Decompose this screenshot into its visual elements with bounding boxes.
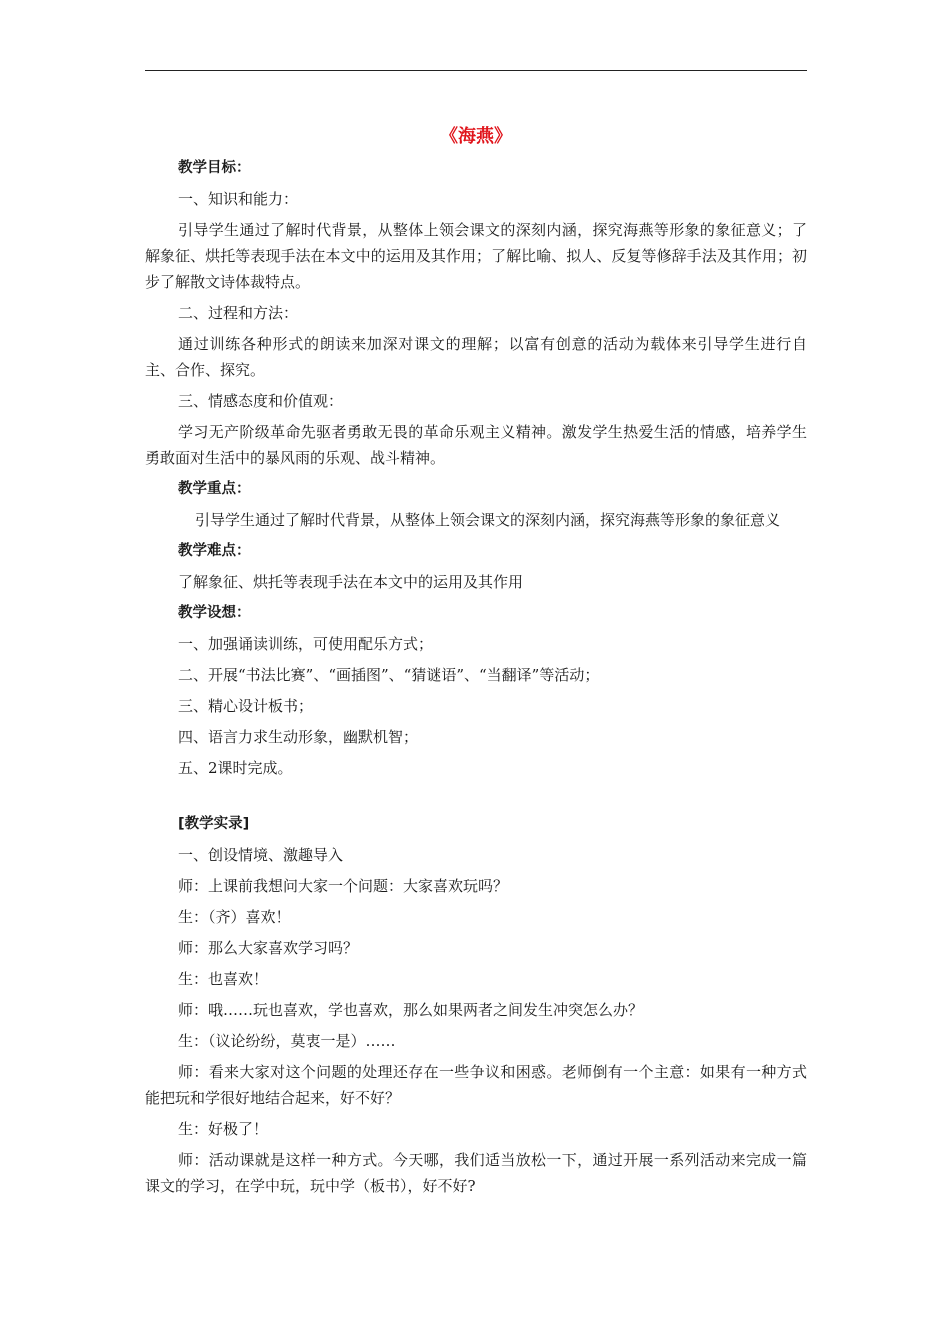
- paragraph: 一、创设情境、激趣导入: [178, 846, 344, 864]
- paragraph: 二、开展“书法比赛”、“画插图”、“猜谜语”、“当翻译”等活动；: [178, 666, 600, 684]
- paragraph: 师：上课前我想问大家一个问题：大家喜欢玩吗？: [178, 877, 509, 895]
- paragraph: 五、2课时完成。: [178, 759, 293, 777]
- section-heading: 教学重点：: [178, 481, 251, 497]
- paragraph: 师：哦……玩也喜欢，学也喜欢，那么如果两者之间发生冲突怎么办？: [178, 1001, 644, 1019]
- paragraph: 一、知识和能力：: [178, 190, 299, 208]
- paragraph: 师：活动课就是这样一种方式。今天哪，我们适当放松一下，通过开展一系列活动来完成一篇课文的学习，在学中玩，玩中学（板书），好不好?: [145, 1151, 807, 1195]
- paragraph: 生：也喜欢！: [178, 970, 269, 988]
- section-heading: 教学难点：: [178, 543, 251, 559]
- paragraph-gap: [145, 786, 807, 811]
- paragraph: 学习无产阶级革命先驱者勇敢无畏的革命乐观主义精神。激发学生热爱生活的情感，培养学生勇敢面对生活中的暴风雨的乐观、战斗精神。: [145, 423, 807, 467]
- paragraph: 引导学生通过了解时代背景，从整体上领会课文的深刻内涵，探究海燕等形象的象征意义；了解象征、烘托等表现手法在本文中的运用及其作用；了解比喻、拟人、反复等修辞手法及其作用；初步了解散文诗体裁特点。: [145, 221, 807, 291]
- paragraph: 生：（齐）喜欢！: [178, 908, 291, 926]
- paragraph: 三、情感态度和价值观：: [178, 392, 344, 410]
- paragraph: 通过训练各种形式的朗读来加深对课文的理解；以富有创意的活动为载体来引导学生进行自主、合作、探究。: [145, 335, 807, 379]
- paragraph: 了解象征、烘托等表现手法在本文中的运用及其作用: [178, 573, 524, 591]
- paragraph: 二、过程和方法：: [178, 304, 299, 322]
- section-heading: [教学实录]: [178, 816, 250, 832]
- paragraph: 生：（议论纷纷，莫衷一是）……: [178, 1032, 396, 1050]
- document-body: [145, 155, 807, 1204]
- paragraph: 师：那么大家喜欢学习吗？: [178, 939, 359, 957]
- document-title: 《海燕》: [440, 126, 512, 147]
- paragraph: 师：看来大家对这个问题的处理还存在一些争议和困惑。老师倒有一个主意：如果有一种方式能把玩和学很好地结合起来，好不好？: [145, 1063, 807, 1107]
- header-rule: [145, 70, 807, 71]
- paragraph: 一、加强诵读训练，可使用配乐方式；: [178, 635, 434, 653]
- paragraph: 四、语言力求生动形象，幽默机智；: [178, 728, 419, 746]
- section-heading: 教学设想：: [178, 605, 251, 621]
- paragraph: 引导学生通过了解时代背景，从整体上领会课文的深刻内涵，探究海燕等形象的象征意义: [195, 511, 781, 529]
- paragraph: 三、精心设计板书；: [178, 697, 314, 715]
- paragraph: 生：好极了！: [178, 1120, 269, 1138]
- section-heading: 教学目标：: [178, 160, 251, 176]
